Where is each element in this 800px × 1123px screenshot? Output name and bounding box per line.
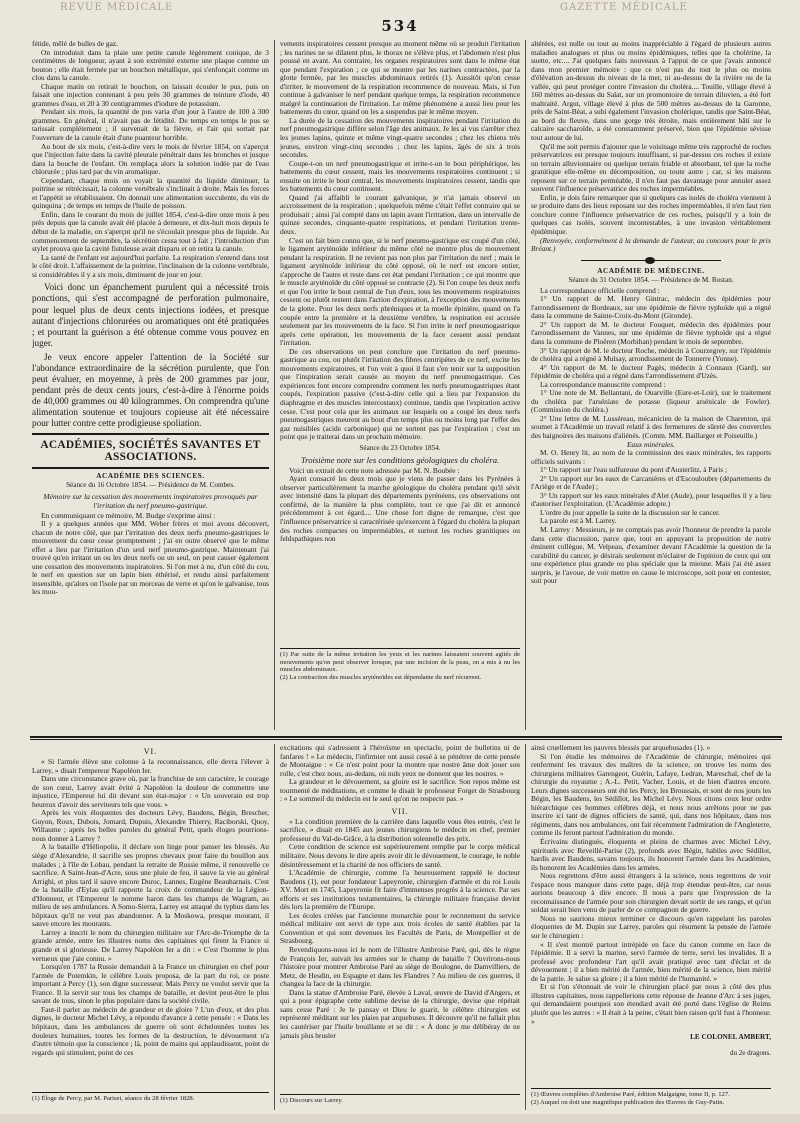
column-divider <box>274 40 275 730</box>
paragraph: 2° Un rapport de M. le docteur Fouquet, médecin des épidémies pour l'arrondissement de Vannes, sur une épidémie de fièvre typhoïde qui a régné dans la commune de Ploëren (Morbihan) pendant le mois de septembre. <box>531 319 771 346</box>
note-title: Troisième note sur les conditions géologiques du choléra. <box>300 454 500 465</box>
academy-heading: ACADÉMIE DES SCIENCES. <box>96 471 205 480</box>
paragraph: L'ordre du jour appelle la suite de la discussion sur le cancer. <box>540 507 720 517</box>
feuilleton-footnote-2 <box>280 1094 520 1113</box>
paragraph: Larrey a inscrit le nom du chirurgien militaire sur l'Arc-de-Triomphe de la grande armée, entre les illustres noms des capitaines qui firent la France si grande et si glorieuse. De Larrey Napoléon Ier a dit : « C'est l'homme le plus vertueux que j'aie connu. » <box>32 927 269 963</box>
memoir-title: Mémoire sur la cessation des mouvements inspiratoires provoqués par l'irritation du nerf pneumo-gastrique. <box>43 491 258 510</box>
paragraph: Enfin, je dois faire remarquer que si quelques cas isolés de choléra viennent à se produire dans des lieux reposant sur des roches imperméables, il n'en faut rien conclure contre l'influence préservatrice de ces roches, puisqu'il y a loin de quelques cas isolés, souvent incontestables, à une invasion véritablement épidémique. <box>531 192 771 237</box>
paragraph-large: Voici donc un épanchement purulent qui a nécessité trois ponctions, qui s'est accompagné de perforation pulmonaire, pour lequel plus de deux cents injections iodées, et presque autant d'injections chlorurées ou aromatiques ont été pratiquées ; et pourtant la guérison a été obtenue comme vous pouvez en juger. <box>32 282 269 348</box>
session-line: Séance du 31 Octobre 1854. — Présidence de M. Rostan. <box>568 275 734 284</box>
column-3 <box>531 40 771 730</box>
paragraph: (Renvoyée, conformément à la demande de l'auteur, au concours pour le prix Bréant.) <box>531 235 771 254</box>
page-header <box>0 0 800 36</box>
paragraph: La correspondance officielle comprend : <box>540 285 660 295</box>
footnote: (1) Discours sur Larrey. <box>280 1097 343 1104</box>
session-line: Séance du 16 Octobre 1854. — Présidence de M. Combes. <box>66 480 235 489</box>
paragraph: 1° Un rapport de M. Henry Gintrac, médecin des épidémies pour l'arrondissement de Bordeaux, sur une épidémie de fièvre typhoïde qui a régné dans la commune de Sainte-Croix-du-Mont (Gironde). <box>531 294 771 321</box>
header-ghost-right: GAZETTE MÉDICALE <box>560 2 688 13</box>
paragraph: « Il s'est montré partout intrépide en face du canon comme en face de l'épidémie. Il a servi la marine, servi l'armée de terre, servi les invalides. Il a professé avec profondeur l'art qu'il avait pratiqué avec tant d'éclat et de dévouement ; il a bien mérité de l'armée, bien mérité de la science, bien mérité de la patrie. Je salue sa gloire ; il a bien mérité de l'humanité. » <box>531 939 771 983</box>
section-numeral: VII. <box>391 806 409 816</box>
subsection-title: Eaux minérales. <box>626 439 676 449</box>
paragraph: Cette condition de science est supérieurement remplie par le corps médical militaire. Nous devons le dire après avoir dit le dévouement, le courage, le noble désintéressement et la charité de nos officiers de santé. <box>280 842 520 869</box>
column-2 <box>280 40 520 640</box>
paragraph: La grandeur et le dévouement, sa gloire est le sacrifice. Son repos même est tourmenté de méditations, et comme le disait le professeur Forget de Strasbourg : « Le sommeil du médecin est le seul qu'on ne respecte pas. » <box>280 777 520 804</box>
footnote: (1) Par suite de la même irritation les yeux et les narines laissaient souvent agités de mouvements qu'on peut observer lorsque, par une incision de la peau, on a mis à nu les muscles abdominaux. <box>280 651 520 674</box>
ornament-divider <box>581 258 721 264</box>
author-regiment: du 2e dragons. <box>729 1049 771 1058</box>
paragraph: « La condition première de la carrière dans laquelle vous êtes entrés, c'est le sacrifice, » disait en 1845 aux jeunes chirurgiens le médecin en chef, premier professeur du Val-de-Grâce, à la distribution solennelle des prix. <box>280 816 520 843</box>
paragraph: A la bataille d'Héliopolis, il déclare son linge pour panser les blessés. Au siège d'Alexandrie, il sacrifie ses propres chevaux pour faire du bouillon aux malades ; à l'île de Lobau, pendant la retraite de Russie même, il renouvelle ce sacrifice. A Saint-Jean-d'Acre, sous une pluie de feu, il sauve la vie au général Arrighi, et plus tard il sauve encore Duroc, Lannes, Eugène Beauharnais. C'est de la bataille d'Eylau qu'il rapporte la croix de commandeur de la Légion-d'Honneur, et l'Empereur le nomme baron dans les champs de Wagram, au milieu de ses ambulances. A Somo-Sierra, Larrey est attaqué du typhus dans les hôpitaux qu'il ne veut pas abandonner. A la Moskowa, presque mourant, il sauve encore les mourants. <box>32 842 269 929</box>
paragraph: La durée de la cessation des mouvements inspiratoires pendant l'irritation du nerf pneumogastrique diffère selon l'âge des animaux. Je les ai vus s'arrêter chez les jeunes lapins, quinze et même vingt-quatre secondes ; chez les chiens très jeunes, environ vingt-cinq secondes ; chez les lapins, âgés de six à trois secondes. <box>280 115 520 160</box>
paragraph: Revendiquons-nous ici le nom de l'illustre Ambroise Paré, qui, dès le règne de François Ier, suivait les armées sur le champ de bataille ? Ouvrirons-nous l'histoire pour montrer Ambroise Paré au siège de Boulogne, de Damvilliers, de Metz, de Hesdin, en Espagne et dans les Flandres ? Au milieu de ces guerres, il changea la face de la chirurgie. <box>280 945 520 989</box>
feuilleton-column-3 <box>531 744 771 1080</box>
section-banner: ACADÉMIES, SOCIÉTÉS SAVANTES ET ASSOCIATIONS. <box>32 433 269 469</box>
paragraph: De ces observations on peut conclure que l'irritation du nerf pneumo-gastrique au cou, ou plutôt l'irritation des fibres centripètes de ce nerf, excite les mouvements expiratoires, et l'on voit à quoi il faut s'en tenir sur la supposition que l'inspiration serait causée au moyen du nerf pneumogastrique. Ces expériences font encore comprendre comment les nerfs pneumogastriques étant coupés, l'expiration passive (c'est-à-dire celle qui a lieu par l'expansion du diaphragme et des muscles intercostaux) continue, tandis que l'expiration active cesse. C'est pour cela que les animaux sur lesquels on a coupé les deux nerfs pneumogastriques meurent au bout d'un temps plus ou moins long par l'effet des gaz nuisibles (acide carbonique) qui ne sortent pas par l'expiration ; c'est un point que je traiterai dans un prochain mémoire. <box>280 346 520 442</box>
paragraph: Ayant consacré les deux mois que je viens de passer dans les Pyrénées à observer particulièrement la marche géologique du choléra pendant qu'il sévit avec intensité dans la plupart des départements pyrénéens, ces observations ont confirmé, de la manière la plus complète, tout ce que j'ai dit et annoncé précédemment à cet égard.... Une chose fort digne de remarque, c'est que l'influence préservatrice si caractérisée qu'exercent à l'égard du choléra la plupart des roches compactes ou imperméables, et surtout les roches granitiques ou feldspathiques non <box>280 474 520 544</box>
paragraph: 3° Un rapport sur les eaux minérales d'Alet (Aude), pour lesquelles il y a lieu d'autoriser l'exploitation. (L'Académie adopte.) <box>531 490 771 509</box>
paragraph: Si l'on étudie les mémoires de l'Académie de chirurgie, mémoires qui renferment les travaux des maîtres de la science, on trouve les noms des chirurgiens militaires Garengeot, Guérin, Lafaye, Ledran, Mareschal, chef de la chirurgie du royaume ; A.-L. Petit, Vacher, Louis, et de bien d'autres encore. Leurs dignes successeurs ont été les Percy, les Broussais, et sont de nos jours les Bégin, les Baudens, les Sédillot, les Michel Lévy. Nous citons ceux leur ordre hiérarchique ces hommes célèbres déjà, et nous nous arrêtons pour ne pas inscrire ici tant de dignes officiers de santé, qui, dans nos hôpitaux, dans nos régiments, dans nos ambulances, ont fait récemment l'admiration de l'Angleterre, comme ils feront partout l'admiration du monde. <box>531 751 771 838</box>
paragraph: On introduisit dans la plaie une petite canule légèrement conique, de 3 centimètres de longueur, ayant à son extrémité externe une plaque comme un bouton ; elle était fermée par un bouchon métallique, qui s'enfonçait comme un clou dans la canule. <box>32 47 269 83</box>
paragraph: Nous regrettons d'être aussi étrangers à la science, nous regrettons de voir l'espace nous manquer dans cette page, déjà trop étendue peut-être, car nous aurions beaucoup à dire encore. Il nous a paru que l'expression de la reconnaissance de l'armée pour son chirurgien devait sortir de ses rangs, et qu'un soldat serait bien venu de parler de ce compagnon de guerre. <box>531 871 771 915</box>
paragraph: Enfin, dans le courant du mois de juillet 1854, c'est-à-dire onze mois à peu près depuis que la canule avait été placée à demeure, et dix-huit mois depuis le début de la maladie, on s'aperçut qu'il ne s'écoulait presque plus de liquide. Au commencement de septembre, la sécrétion cessa tout à fait ; l'introduction d'un stylet prouva que la cavité fistuleuse avait disparu et on retira la canule. <box>32 209 269 254</box>
paragraph: 2° Une lettre de M. Lusséreau, mécanicien de la maison de Charenton, qui soumet à l'Académie un travail relatif à des fermetures de sûreté des couvercles des baignoires des maisons d'aliénés. (Comm. MM. Baillarger et Poiseuille.) <box>531 413 771 440</box>
header-ghost-left: REVUE MÉDICALE <box>60 2 174 13</box>
paragraph: Faut-il parler au médecin de grandeur et de gloire ? L'un d'eux, et des plus dignes, le docteur Michel Lévy, a répondu d'avance à cette pensée : « Dans les hôpitaux, dans les ambulances de guerre où sont échelonnées toutes les douleurs humaines, toutes les formes de la destruction, le dévouement n'a d'autre témoin que la conscience ; là, point de mains qui applaudissent, point de regards qui stimulent, point de ces <box>32 1004 269 1057</box>
paragraph: 1° Une note de M. Bellantani, de Ouarville (Eure-et-Loir), sur le traitement du choléra par l'arséniate de potasse (liqueur arsénicale de Fowler). (Commission du choléra.) <box>531 388 771 415</box>
paragraph: Dans la statue d'Ambroise Paré, élevée à Laval, œuvre de David d'Angers, et qui a pour épigraphe cette sublime devise de la chirurgie, devise que répétait sans cesse Paré : Je le pansay et Dieu le guarit, le célèbre chirurgien est représenté méditant sur les plaies par arquebuses. Il découvre qu'il ne fallait plus les cautériser par l'huile bouillante et se dit : « À donc je me délibéray de ne jamais plus brusler <box>280 987 520 1040</box>
feuilleton-footnote-1 <box>32 1092 269 1113</box>
footnote: (1) Œuvres complètes d'Ambroise Paré, édition Malgaigne, tome II, p. 127. <box>531 1091 730 1098</box>
paragraph: Dans une circonstance grave où, par la franchise de son caractère, le courage de son cœur, Larrey avait évité à Napoléon la douleur de commettre une injustice, l'Empereur lui dit devant son état-major : « Un souverain est trop heureux d'avoir des serviteurs tels que vous. » <box>32 774 269 809</box>
paragraph: M. O. Henry lit, au nom de la commission des eaux minérales, les rapports officiels suivants : <box>531 448 771 466</box>
paragraph: Coupe-t-on un nerf pneumogastrique et irrite-t-on le bout périphérique, les battements du cœur cessent, mais les mouvements respiratoires continuent ; si ensuite on irrite le bout central, les mouvements inspiratoires cessent, tandis que les battements du cœur continuent. <box>280 158 520 194</box>
session-line: Séance du 23 Octobre 1854. <box>359 443 441 452</box>
paragraph: Voici un extrait de cette note adressée par M. N. Boubée : <box>289 465 460 475</box>
paragraph: Écrivains distingués, éloquents et pleins de charmes avec Michel Lévy, spirituels avec Reveillé-Parise (2), profonds avec Bégin, habiles avec Sédillot, hardis avec Baudens, savans toujours, ils honorent l'armée dans les Académies, ils honorent les Académies dans les armées. <box>531 837 771 872</box>
paragraph: C'est un fait bien connu que, si le nerf pneumo-gastrique est coupé d'un côté, le ligament aryténoïde inférieur du même côté ne montre plus de mouvement pendant la respiration. Il ne revient pas non plus par l'irritation du nerf ; mais le ligament aryténoïde inférieur du côté opposé, où le nerf est encore entier, s'approche de l'autre et reste dans cet état pendant l'irritation ; ce qui montre que le muscle aryténoïde du côté opposé se contracte (2). Si l'on coupe les deux nerfs et que l'on irrite le bout central de l'un d'eux, tous les mouvements respiratoires cessent ou plutôt restent dans l'action d'expiration, à l'exception des mouvements de la glotte. Pour les deux nerfs phréniques et la moelle épinière, quand on l'a coupée entre la première et la deuxième vertèbre, la respiration est accusée seulement par les mouvements de la face. Si l'on irrite le nerf pneumogastrique après cette opération, les mouvements de la face cessent aussi pendant l'irritation. <box>280 235 520 348</box>
paragraph: Pendant six mois, la quantité de pus varia d'un jour à l'autre de 100 à 300 grammes. En général, il n'avait pas de fétidité. De temps en temps le pus se tarissait complétement ; il survenait de la fièvre, et l'air qui sortait par l'ouverture de la canule était d'une puanteur horrible. <box>32 107 269 143</box>
paragraph: Après les voix éloquentes des docteurs Lévy, Baudens, Bégin, Brescher, Guyon, Roux, Dubois, Jomard, Dupuis, Alexandre Thierry, Raciborski, Quoy, Willaume ; après les belles paroles du général Petit, quels éloges pourrions-nous donner à Larrey ? <box>32 808 269 843</box>
paragraph: 3° Un rapport de M. le docteur Roche, médecin à Courzegrey, sur l'épidémie de choléra qui a régné à Mulsay, arrondissement de Tonnerre (Yonne). <box>531 345 771 364</box>
paragraph: La santé de l'enfant est aujourd'hui parfaite. La respiration s'entend dans tout le côté droit. L'affaissement de la poitrine, l'inclinaison de la colonne vertébrale, si considérables il y a six mois, diminuent de jour en jour. <box>32 252 269 279</box>
paragraph: vements inspiratoires cessent presque au moment même où se produit l'irritation ; les narines ne se dilatent plus, le thorax ne s'élève plus, et l'abdomen n'est plus poussé en avant. Au contraire, les organes respiratoires sont dans le même état que pendant l'expiration ; ce qui se montre par les narines contractées, par la glotte fermée, par les muscles abdominaux retirés (1). Aussitôt qu'on cesse d'irriter, le mouvement de la respiration recommence de nouveau. Mais, si l'on continue à galvaniser le nerf pendant quelque temps, la respiration recommence malgré la continuation de l'irritation. Le même phénomène a aussi lieu pour les battements du cœur, quand on les a suspendus par le même moyen. <box>280 40 520 117</box>
paragraph: Nous ne saurions mieux terminer ce discours qu'en rappelant les paroles éloquentes de M. Dupin sur Larrey, paroles qui résument la pensée de l'armée sur le chirurgien : <box>531 913 771 941</box>
author-signature: LE COLONEL AMBERT, <box>690 1033 771 1042</box>
academy-heading: ACADÉMIE DE MÉDECINE. <box>597 266 705 275</box>
paragraph: La parole est à M. Larrey. <box>540 516 617 526</box>
paragraph: Chaque matin on retirait le bouchon, on laissait écouler le pus, puis on faisait une injection contenant à peu près 30 grammes de teinture d'iode, 40 grammes d'eau, et 20 à 30 centigrammes d'iodure de potassium. <box>32 81 269 108</box>
column-divider <box>525 744 526 1110</box>
paragraph: fétide, mêlé de bulles de gaz. <box>32 40 118 48</box>
feuilleton-rule-thin <box>30 739 782 740</box>
feuilleton-column-1 <box>32 744 269 1070</box>
paragraph: ainsi cruellement les pauvres blessés par arquebusades (1). » <box>531 744 711 752</box>
footnote: (2) La contraction des muscles aryténoïdes est dépendante du nerf récurrent. <box>280 673 482 681</box>
column-2-footnotes <box>280 648 520 731</box>
page-bottom-edge <box>0 1114 800 1123</box>
paragraph-large: Je veux encore appeler l'attention de la Société sur l'abondance extraordinaire de la sécrétion purulente, que l'on peut évaluer, en moyenne, à près de 200 grammes par jour, pendant près de deux cents jours, c'est-à-dire à l'énorme poids de 40,000 grammes ou 40 kilogrammes. On comprendra qu'une alimentation soutenue et toujours copieuse ait été nécessaire pour lutter contre cette prodigieuse spoliation. <box>32 351 269 429</box>
paragraph: 4° Un rapport de M. le docteur Pagès, médecin à Connaux (Gard), sur l'épidémie de choléra qui a régné dans l'arrondissement d'Uzès. <box>531 362 771 381</box>
column-divider <box>525 40 526 730</box>
page-number: 534 <box>381 17 419 35</box>
feuilleton-rule <box>30 736 782 738</box>
paragraph: La correspondance manuscrite comprend : <box>540 379 666 389</box>
paragraph: Qu'il me soit permis d'ajouter que le voisinage même très rapproché de roches préservatrices est presque toujours insuffisant, si par-dessus ces roches il existe un terrain alluvionnaire ou quelque terrain friable et absorbant, tel que la roche granitique elle-même en décomposition, ou toute autre ; car, si les maisons reposent sur ce terrain perméable, il n'en faut pas davantage pour annuler assez souvent l'influence préservatrice des roches imperméables. <box>531 141 771 194</box>
paragraph: M. Larrey : Messieurs, je ne comptais pas avoir l'honneur de prendre la parole dans cette discussion, parce que, tout en appuyant la proposition de notre éminent collègue, M. Velpeau, d'examiner devant l'Académie la question de la curabilité du cancer, je désirais seulement m'éclairer de l'opinion de ceux qui ont une expérience plus grande ou plus spéciale que la mienne. Mais j'ai été assez surpris, je l'avoue, de voir mettre en cause le microscope, soit pour en contester, soit pour <box>531 524 771 586</box>
feuilleton-footnote-3 <box>531 1088 771 1113</box>
paragraph: Cependant, chaque mois on voyait la quantité du liquide diminuer, la poitrine se rétrécissait, la colonne vertébrale s'inclinait à droite. Mais les forces et l'appétit se rétablissaient. On donnait une alimentation succulente, du vin de quinquina ; de temps en temps de l'huile de poisson. <box>32 175 269 211</box>
column-divider <box>274 744 275 1110</box>
paragraph: 1° Un rapport sur l'eau sulfureuse du pont d'Austerlitz, à Paris ; <box>540 465 728 475</box>
footnote: (2) Auquel on doit une magnifique publication des Œuvres de Guy-Patin. <box>531 1098 725 1106</box>
paragraph: excitations qui s'adressent à l'héroïsme en spectacle, point de bulletins ni de fanfares ! » Le médecin, l'infirmier ont aussi cessé à se pénétrer de cette pensée de Montaigne : « Ce n'est point pour la montre que nostre âme doit jouer son rolle, c'est chez nous, au-dedans, où nuls yeux ne donnent que les nostres. » <box>280 744 520 778</box>
paragraph: Lorsqu'en 1787 la Russie demandait à la France un chirurgien en chef pour l'armée de Potemkin, le célèbre Louis proposa, de la part du roi, ce poste important à Percy (1), son digne successeur. Mais Percy ne voulut servir que la France. Il la servit sur tous les champs de bataille, et devint peut-être le plus savant de tous, sinon le plus populaire dans la société civile. <box>32 962 269 1006</box>
paragraph: altérées, est nulle ou tout au moins inappréciable à l'égard de plusieurs autres maladies analogues et plus ou moins épidémiques, telles que la cholérine, la suette, etc.... J'ai quelques faits nouveaux à l'appui de ce que j'avais annoncé dans mon premier mémoire : que ce n'est pas du tout le plus ou moins d'élévation au-dessus du niveau de la mer, ni au-dessus de la rivière ou de la vallée, qui peut protéger contre l'invasion du choléra.... Touille, village élevé à 160 mètres au-dessus du Salat, sur un promontoire de terrain diluvien, a été fort maltraité. Argut, village élevé à plus de 500 mètres au-dessus de la Garonne, près de Saint-Béat, a subi également l'invasion cholérique, tandis que Saint-Béat, au bord du fleuve, dans une gorge très étroite, mais entièrement bâti sur le calcaire saccharoïde, a été constamment préservé, bien que l'épidémie sévisse tout autour de lui. <box>531 40 771 143</box>
paragraph: L'Académie de chirurgie, comme l'a heureusement rappelé le docteur Baudens (1), eut pour fondateur Lapeyronie, chirurgien d'armée et du roi Louis XV. Mort en 1745, Lapeyronie fit faire d'immenses progrès à la science. Par ses efforts et ses institutions testamentaires, la chirurgie militaire française devint dès lors la première de l'Europe. <box>280 868 520 912</box>
feuilleton-column-2 <box>280 744 520 1090</box>
section-numeral: VI. <box>143 747 158 756</box>
paragraph: Il y a quelques années que MM. Weber frères et moi avons découvert, chacun de notre côté, que par l'irritation des deux nerfs pneumo-gastriques le mouvement du cœur cesse promptement ; j'ai en outre observé que le même effet a lieu par l'irritation d'un seul nerf pneumo-gastrique. Maintenant j'ai trouvé qu'en irritant un ou les deux nerfs ou un seul, on peut causer également une cessation des mouvements inspiratoires. Si l'on met à nu, d'un côté du cou, le nerf en question sur un lapin bien éthérisé, et rendu ainsi parfaitement insensible, qu'alors on l'isole par un morceau de verre et qu'on le galvanise, tous les mou- <box>32 519 269 597</box>
paragraph: Au bout de six mois, c'est-à-dire vers le mois de février 1854, on s'aperçut que l'injection faite dans la cavité pleurale pénétrait dans les bronches et jusque dans la bouche de l'enfant. On remplaça alors la solution iodée par de l'eau chlorurée ; plus tard par du vin aromatique. <box>32 141 269 177</box>
paragraph: Et si l'on s'étonnait de voir le chirurgien placé par nous à côté des plus illustres capitaines, nous rappellerions cette réponse de Jeanne d'Arc à ses juges, qui demandaient pourquoi son étendard avait été porté dans l'église de Reims plutôt que les autres : « Il était à la peine, c'était bien raison qu'il fust à l'honneur. » <box>531 982 771 1026</box>
paragraph: En communiquant ce mémoire, M. Budge s'exprime ainsi : <box>41 510 216 520</box>
paragraph: Quand j'ai affaibli le courant galvanique, je n'ai jamais observé un accroissement de la respiration ; quelquefois même c'était l'effet contraire qui se produisait ; ainsi j'ai compté dans un lapin avant l'irritation, dans un intervalle de quinze secondes, cinquante-quatre respirations, et pendant l'irritation trente-deux. <box>280 192 520 237</box>
paragraph: « Si l'armée élève une colonne à la reconnaissance, elle devra l'élever à Larrey, » disait l'empereur Napoléon Ier. <box>32 757 269 775</box>
footnote: (1) Éloge de Percy, par M. Pariset, séance du 28 février 1828. <box>32 1095 195 1102</box>
paragraph: 2° Un rapport sur les eaux de Carcanières et d'Escouloubre (départements de l'Ariège et de l'Aude) ; <box>531 473 771 492</box>
column-1 <box>32 40 269 730</box>
paragraph: Les écoles créées par l'ancienne monarchie pour le recrutement du service médical militaire ont servi de type aux trois écoles de santé établies par la Convention et qui sont devenues les Facultés de Paris, de Montpellier et de Strasbourg. <box>280 910 520 946</box>
